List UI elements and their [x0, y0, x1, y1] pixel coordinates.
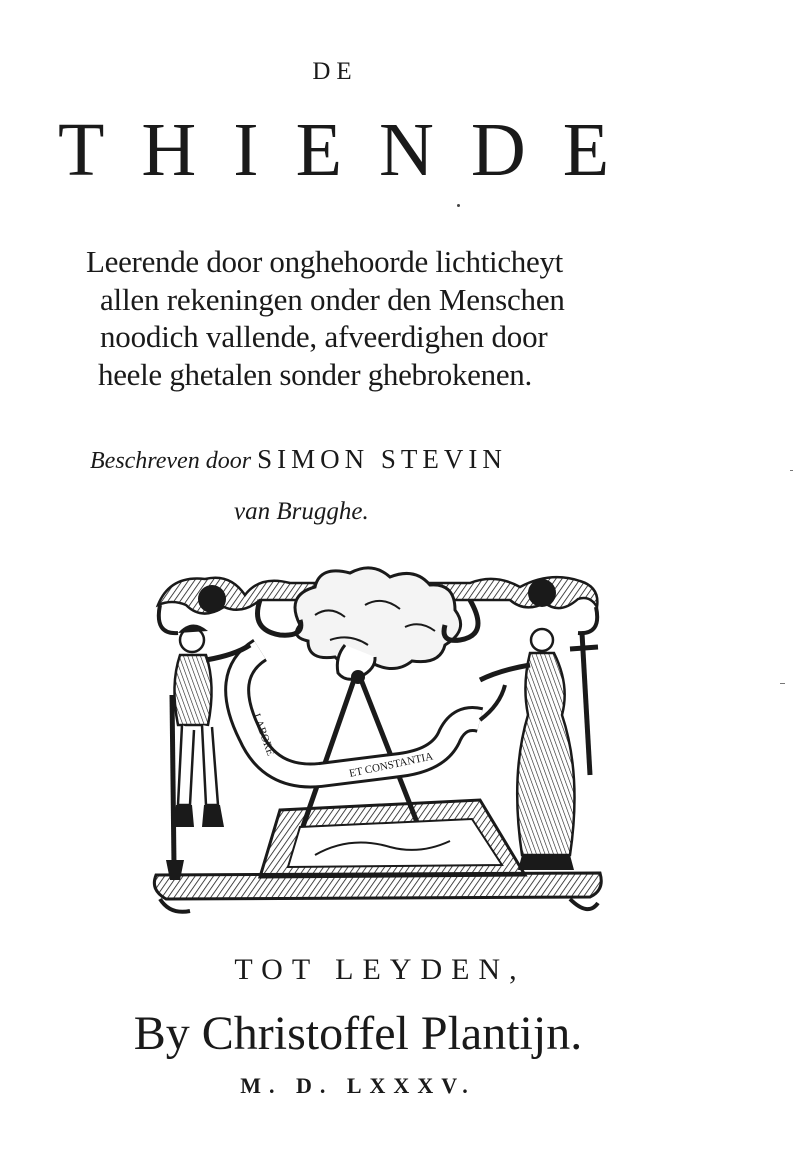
title-small: DE [312, 58, 358, 85]
imprint-year: M. D. LXXXV. [240, 1073, 476, 1098]
author-line [90, 444, 507, 475]
printers-device-woodcut [150, 565, 605, 920]
subtitle-line-1: Leerende door onghehoorde lichticheyt [86, 244, 563, 279]
author-name: SIMON STEVIN [257, 444, 507, 474]
subtitle-line-2: allen rekeningen onder den Menschen [100, 282, 565, 317]
imprint-place: TOT LEYDEN, [234, 953, 526, 986]
subtitle-line-4: heele ghetalen sonder ghebrokenen. [98, 357, 532, 392]
motto-left: LABORE [250, 711, 277, 758]
title-main: THIENDE [58, 108, 647, 192]
subtitle-line-3: noodich vallende, afveerdighen door [100, 319, 548, 354]
motto-right: ET CONSTANTIA [348, 750, 435, 780]
imprint-printer: By Christoffel Plantijn. [133, 1007, 583, 1060]
author-prefix: Beschreven door [90, 448, 252, 474]
author-origin: van Brugghe. [234, 498, 369, 525]
page-edge-mark [780, 683, 785, 684]
ink-speck [457, 204, 460, 207]
page-edge-mark [790, 470, 793, 471]
